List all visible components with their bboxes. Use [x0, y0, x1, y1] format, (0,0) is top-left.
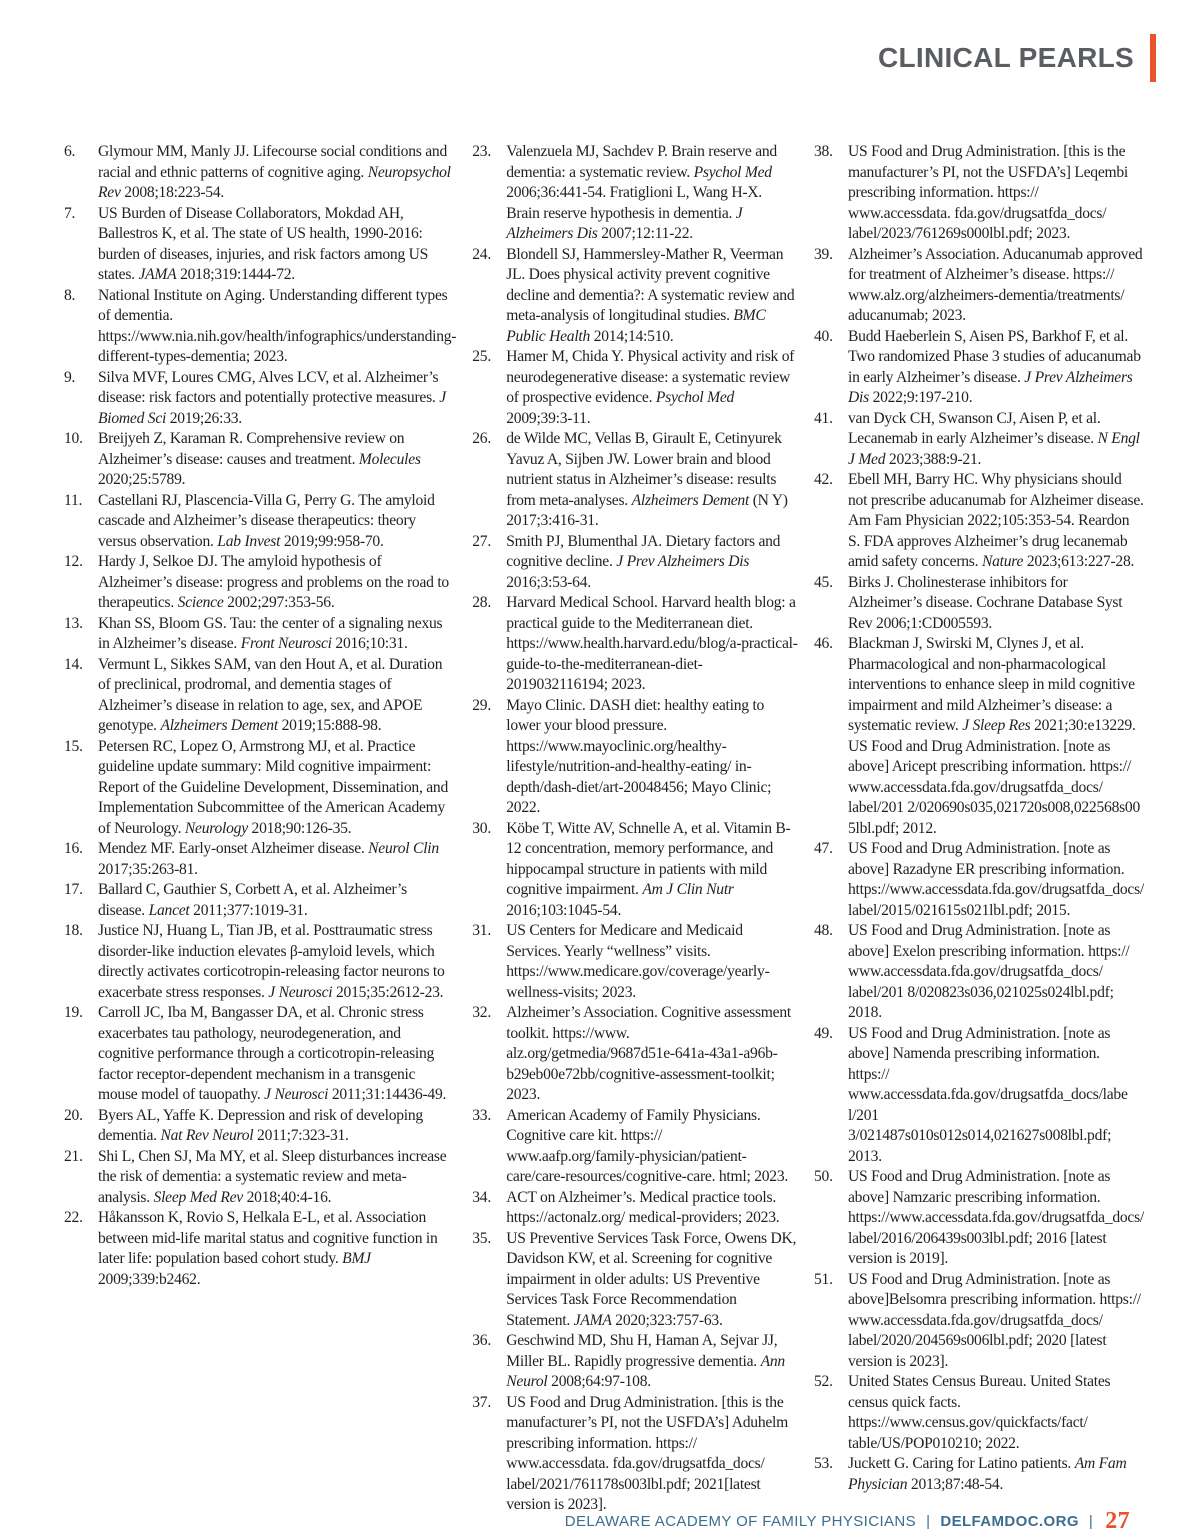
reference-text [98, 1147, 456, 1209]
reference-item [472, 532, 798, 594]
reference-item [814, 1454, 1144, 1495]
reference-segment: Petersen RC, Lopez O, Armstrong MJ, et al. Practice guideline update summary: Mild cognitive impairment: Report of the Guideline Development, Dissemination, and Implementation Subcommittee of the American Academy of Neurology. [98, 737, 449, 837]
reference-segment: 2009;39:3-11. [506, 409, 591, 427]
reference-item [814, 1372, 1144, 1454]
footer-divider-2: | [1088, 1513, 1094, 1530]
reference-item [472, 1331, 798, 1393]
reference-text [98, 552, 456, 614]
reference-text [848, 327, 1144, 409]
reference-text [506, 245, 798, 348]
reference-item [472, 819, 798, 922]
reference-item [64, 1106, 456, 1147]
reference-item [814, 634, 1144, 839]
reference-segment: 2016;10:31. [331, 635, 408, 652]
reference-item [472, 1188, 798, 1229]
reference-segment: Hardy J, Selkoe DJ. The amyloid hypothesis of Alzheimer’s disease: progress and problems on the road to therapeutics. [98, 553, 449, 611]
reference-segment: 2020;323:757-63. [611, 1311, 723, 1329]
reference-item [64, 839, 456, 880]
reference-item [814, 921, 1144, 1024]
reference-text [506, 429, 798, 532]
journal-name: Psychol Med [655, 389, 735, 406]
reference-number: 23. [472, 143, 491, 160]
reference-item [64, 429, 456, 491]
reference-segment: US Centers for Medicare and Medicaid Services. Yearly “wellness” visits. https://www.medicare.gov/coverage/yearly-wellness-visits; 2023. [506, 922, 770, 1001]
reference-segment: 2019;15:888-98. [277, 717, 382, 734]
reference-number: 11. [64, 491, 83, 509]
reference-segment: van Dyck CH, Swanson CJ, Aisen P, et al. Lecanemab in early Alzheimer’s disease. [848, 409, 1101, 447]
reference-number: 16. [64, 840, 83, 857]
journal-name: Sleep Med Rev [153, 1188, 243, 1206]
reference-item [814, 142, 1144, 245]
reference-segment: US Food and Drug Administration. [note as above]Belsomra prescribing information. https:// www.accessdata.fda.gov/drugsatfda_docs/ label/2020/204569s006lbl.pdf; 2020 [latest version is 2023]. [848, 1270, 1141, 1370]
reference-segment: de Wilde MC, Vellas B, Girault E, Cetinyurek Yavuz A, Sijben JW. Lower brain and blood nutrient status in Alzheimer’s disease: results from meta-analyses. [506, 430, 782, 509]
journal-name: Alzheimers Dement [160, 717, 278, 734]
reference-item [472, 1003, 798, 1106]
reference-column-2 [472, 142, 798, 1516]
reference-text [98, 614, 456, 655]
reference-segment: Alzheimer’s Association. Cognitive assessment toolkit. https://www. alz.org/getmedia/9687d51e-641a-43a1-a96b-b29eb00e72bb/cognitive-assessment-toolkit; 2023. [506, 1004, 791, 1103]
reference-segment: Blackman J, Swirski M, Clynes J, et al. Pharmacological and non-pharmacological interventions to enhance sleep in mild cognitive impairment and mild Alzheimer’s disease: a systematic review. [848, 635, 1135, 734]
reference-segment: 2008;18:223-54. [120, 184, 225, 201]
reference-text [848, 409, 1144, 471]
reference-segment: Byers AL, Yaffe K. Depression and risk of developing dementia. [98, 1106, 423, 1144]
reference-segment: Hamer M, Chida Y. Physical activity and risk of neurodegenerative disease: a systematic review of prospective evidence. [506, 348, 795, 406]
reference-segment: Mayo Clinic. DASH diet: healthy eating to lower your blood pressure. https://www.mayoclinic.org/healthy-lifestyle/nutrition-and-healthy-eating/ in-depth/dash-diet/art-20048456; Mayo Clinic; 2022. [506, 696, 772, 816]
reference-number: 50. [814, 1168, 833, 1185]
journal-name: Lab Invest [217, 532, 281, 550]
reference-segment: Ebell MH, Barry HC. Why physicians should not prescribe aducanumab for Alzheimer disease. Am Fam Physician 2022;105:353-54. Reardon S. FDA approves Alzheimer’s drug lecanemab amid safety concerns. [848, 471, 1144, 570]
reference-segment: US Food and Drug Administration. [this is the manufacturer’s PI, not the USFDA’s] Leqembi prescribing information. https:// www.accessdata. fda.gov/drugsatfda_docs/ label/2023/761269s000lbl.pdf; 2023. [848, 143, 1128, 242]
reference-text [848, 1167, 1144, 1270]
reference-segment: Juckett G. Caring for Latino patients. [848, 1455, 1075, 1472]
reference-text [506, 1188, 798, 1229]
reference-number: 17. [64, 881, 83, 898]
reference-text [848, 1024, 1144, 1168]
reference-item [472, 593, 798, 696]
reference-segment: Ballard C, Gauthier S, Corbett A, et al. Alzheimer’s disease. [98, 881, 407, 919]
reference-item [472, 1229, 798, 1332]
journal-name: BMC Public Health [506, 307, 766, 345]
reference-segment: US Burden of Disease Collaborators, Mokdad AH, Ballestros K, et al. The state of US health, 1990-2016: burden of diseases, injuries, and risk factors among US states. [98, 204, 429, 283]
reference-segment: 2020;25:5789. [98, 471, 186, 488]
reference-item [64, 1003, 456, 1106]
journal-name: Lancet [148, 901, 190, 919]
reference-text [98, 142, 456, 204]
reference-list [64, 142, 1144, 1516]
reference-number: 33. [472, 1106, 491, 1124]
reference-segment: 2018;40:4-16. [242, 1188, 332, 1206]
journal-name: JAMA [138, 266, 177, 283]
reference-segment: 2023;613:227-28. [1023, 553, 1135, 570]
reference-segment: 2023;388:9-21. [885, 450, 982, 468]
reference-item [814, 327, 1144, 409]
reference-text [506, 921, 798, 1003]
journal-name: Alzheimers Dement [631, 491, 750, 509]
journal-name: J Alzheimers Dis [506, 204, 743, 242]
reference-segment: 2008;64:97-108. [547, 1373, 651, 1390]
reference-item [64, 921, 456, 1003]
reference-number: 30. [472, 819, 491, 837]
reference-text [506, 696, 798, 819]
journal-name: Am J Clin Nutr [642, 881, 734, 898]
reference-number: 12. [64, 553, 83, 570]
reference-text [848, 142, 1144, 245]
reference-text [848, 839, 1144, 921]
journal-name: BMJ [342, 1250, 371, 1267]
reference-text [506, 347, 798, 429]
reference-text [506, 142, 798, 245]
reference-number: 6. [64, 143, 76, 160]
reference-number: 40. [814, 327, 833, 345]
journal-name: J Neurosci [264, 1086, 329, 1103]
reference-segment: 2013;87:48-54. [907, 1475, 1004, 1493]
journal-name: Ann Neurol [506, 1352, 785, 1390]
journal-name: Nature [981, 553, 1024, 570]
journal-name: Front Neurosci [240, 635, 332, 652]
reference-number: 25. [472, 348, 491, 365]
reference-number: 46. [814, 635, 833, 652]
reference-number: 41. [814, 409, 833, 427]
journal-name: J Sleep Res [962, 717, 1031, 734]
reference-item [64, 552, 456, 614]
journal-name: J Biomed Sci [98, 389, 446, 427]
reference-item [64, 368, 456, 430]
reference-number: 34. [472, 1188, 491, 1206]
reference-segment: Smith PJ, Blumenthal JA. Dietary factors and cognitive decline. [506, 532, 781, 570]
journal-name: Nat Rev Neurol [160, 1127, 254, 1144]
reference-number: 27. [472, 532, 491, 550]
reference-number: 37. [472, 1393, 491, 1411]
reference-item [64, 880, 456, 921]
reference-segment: Glymour MM, Manly JJ. Lifecourse social conditions and racial and ethnic patterns of cognitive aging. [98, 143, 448, 181]
reference-text [506, 819, 798, 922]
reference-number: 53. [814, 1455, 833, 1472]
reference-segment: 2007;12:11-22. [597, 225, 693, 242]
reference-item [64, 1208, 456, 1290]
journal-name: N Engl J Med [848, 430, 1140, 468]
reference-number: 9. [64, 368, 76, 386]
reference-number: 24. [472, 245, 491, 263]
page-footer [565, 1508, 1130, 1535]
reference-text [848, 1372, 1144, 1454]
reference-segment: Alzheimer’s Association. Aducanumab approved for treatment of Alzheimer’s disease. https:// www.alz.org/alzheimers-dementia/treatments/ aducanumab; 2023. [848, 245, 1143, 324]
reference-segment: Geschwind MD, Shu H, Haman A, Sejvar JJ, Miller BL. Rapidly progressive dementia. [506, 1332, 778, 1370]
reference-segment: Justice NJ, Huang L, Tian JB, et al. Posttraumatic stress disorder-like induction elevates β-amyloid levels, which directly activates corticotropin-releasing factor neurons to exacerbate stress responses. [98, 922, 445, 1001]
reference-number: 29. [472, 696, 491, 714]
journal-name: J Prev Alzheimers Dis [616, 553, 750, 570]
reference-segment: 2021;30:e13229. US Food and Drug Administration. [note as above] Aricept prescribing information. https:// www.accessdata.fda.gov/drugsatfda_docs/ label/201 2/020690s035,021720s008,022568s00 5lbl.pdf; 2012. [848, 717, 1141, 837]
reference-item [472, 429, 798, 532]
reference-text [848, 921, 1144, 1024]
reference-text [506, 532, 798, 594]
reference-segment: 2009;339:b2462. [98, 1270, 201, 1288]
reference-number: 7. [64, 204, 76, 222]
reference-text [848, 470, 1144, 573]
reference-segment: US Preventive Services Task Force, Owens DK, Davidson KW, et al. Screening for cognitive impairment in older adults: US Preventive Services Task Force Recommendation Statement. [506, 1229, 797, 1329]
reference-number: 28. [472, 594, 491, 611]
journal-name: Am Fam Physician [848, 1455, 1127, 1493]
reference-segment: Blondell SJ, Hammersley-Mather R, Veerman JL. Does physical activity prevent cognitive decline and dementia?: A systematic review and meta-analysis of longitudinal studies. [506, 245, 795, 324]
reference-segment: National Institute on Aging. Understanding different types of dementia. https://www.nia.nih.gov/health/infographics/understanding-different-types-dementia; 2023. [98, 286, 457, 365]
reference-segment: US Food and Drug Administration. [note as above] Razadyne ER prescribing information. https://www.accessdata.fda.gov/drugsatfda_docs/ label/2015/021615s021lbl.pdf; 2015. [848, 840, 1144, 919]
reference-segment: 2011;31:14436-49. [328, 1086, 447, 1103]
reference-segment: US Food and Drug Administration. [note as above] Exelon prescribing information. https:// www.accessdata.fda.gov/drugsatfda_docs/ label/201 8/020823s036,021025s024lbl.pdf; 2018. [848, 922, 1130, 1021]
reference-item [472, 347, 798, 429]
reference-segment: 2016;3:53-64. [506, 573, 591, 591]
reference-segment: Budd Haeberlein S, Aisen PS, Barkhof F, et al. Two randomized Phase 3 studies of aducanumab in early Alzheimer’s disease. [848, 327, 1141, 386]
reference-item [814, 1024, 1144, 1168]
reference-column-1 [64, 142, 456, 1516]
reference-item [64, 286, 456, 368]
reference-text [848, 634, 1144, 839]
reference-item [472, 245, 798, 348]
reference-item [64, 204, 456, 286]
reference-number: 47. [814, 840, 833, 857]
reference-text [848, 573, 1144, 635]
reference-number: 14. [64, 655, 83, 673]
reference-text [506, 1331, 798, 1393]
page-number: 27 [1105, 1508, 1130, 1534]
reference-number: 49. [814, 1024, 833, 1042]
reference-text [98, 368, 456, 430]
footer-website-link[interactable]: DELFAMDOC.ORG [940, 1513, 1079, 1530]
section-title: CLINICAL PEARLS [878, 34, 1156, 82]
reference-segment: Köbe T, Witte AV, Schnelle A, et al. Vitamin B-12 concentration, memory performance, and hippocampal structure in patients with mild cognitive impairment. [506, 819, 791, 898]
reference-item [814, 245, 1144, 327]
journal-name: Psychol Med [693, 163, 772, 181]
footer-org-name: DELAWARE ACADEMY OF FAMILY PHYSICIANS [564, 1513, 917, 1530]
reference-text [98, 491, 456, 553]
reference-item [814, 470, 1144, 573]
reference-text [98, 429, 456, 491]
reference-segment: 2015;35:2612-23. [332, 983, 444, 1001]
reference-text [506, 1106, 798, 1188]
reference-item [64, 655, 456, 737]
reference-segment: Silva MVF, Loures CMG, Alves LCV, et al. Alzheimer’s disease: risk factors and potentially protective measures. [98, 368, 440, 406]
reference-segment: 2017;35:263-81. [98, 860, 198, 878]
reference-number: 20. [64, 1106, 83, 1124]
reference-number: 15. [64, 737, 83, 755]
reference-text [506, 1003, 798, 1106]
journal-name: Molecules [358, 450, 421, 468]
reference-item [814, 1167, 1144, 1270]
reference-segment: 2011;7:323-31. [253, 1127, 349, 1144]
reference-segment: 2018;319:1444-72. [176, 266, 295, 283]
reference-item [64, 142, 456, 204]
reference-text [506, 1229, 798, 1332]
reference-number: 19. [64, 1004, 83, 1021]
reference-item [814, 573, 1144, 635]
reference-number: 31. [472, 922, 491, 939]
reference-column-3 [814, 142, 1144, 1516]
reference-segment: 2006;36:441-54. Fratiglioni L, Wang H-X. Brain reserve hypothesis in dementia. [506, 184, 762, 222]
reference-text [98, 880, 456, 921]
reference-text [506, 593, 798, 696]
reference-number: 26. [472, 430, 491, 447]
journal-name: Neurology [184, 819, 248, 837]
reference-text [98, 286, 456, 368]
reference-number: 52. [814, 1373, 833, 1390]
reference-segment: United States Census Bureau. United States census quick facts. https://www.census.gov/quickfacts/fact/ table/US/POP010210; 2022. [848, 1373, 1111, 1452]
reference-item [472, 142, 798, 245]
reference-number: 39. [814, 245, 833, 263]
reference-text [98, 655, 456, 737]
reference-item [64, 614, 456, 655]
reference-text [848, 1270, 1144, 1373]
reference-number: 10. [64, 430, 83, 447]
reference-text [98, 1003, 456, 1106]
reference-segment: Shi L, Chen SJ, Ma MY, et al. Sleep disturbances increase the risk of dementia: a systematic review and meta-analysis. [98, 1147, 447, 1206]
reference-number: 32. [472, 1004, 491, 1021]
reference-number: 22. [64, 1209, 83, 1226]
reference-number: 21. [64, 1147, 83, 1165]
reference-segment: 2019;26:33. [166, 409, 242, 427]
reference-segment: US Food and Drug Administration. [note as above] Namenda prescribing information. https:// www.accessdata.fda.gov/drugsatfda_docs/labe l/201 3/021487s010s012s014,021627s008lbl.pdf; 2013. [848, 1024, 1128, 1165]
reference-text [98, 1106, 456, 1147]
reference-segment: US Food and Drug Administration. [this is the manufacturer’s PI, not the USFDA’s] Aduhelm prescribing information. https:// www.accessdata. fda.gov/drugsatfda_docs/ label/2021/761178s003lbl.pdf; 2021[latest version is 2023]. [506, 1393, 788, 1513]
journal-name: JAMA [573, 1311, 612, 1329]
journal-name: Science [177, 594, 224, 611]
reference-item [814, 839, 1144, 921]
reference-segment: Harvard Medical School. Harvard health blog: a practical guide to the Mediterranean diet. https://www.health.harvard.edu/blog/a-practical-guide-to-the-mediterranean-diet-2019032116194; 2023. [506, 594, 798, 693]
reference-segment: Breijyeh Z, Karaman R. Comprehensive review on Alzheimer’s disease: causes and treatment. [98, 430, 405, 468]
reference-segment: Khan SS, Bloom GS. Tau: the center of a signaling nexus in Alzheimer’s disease. [98, 614, 443, 652]
reference-text [98, 839, 456, 880]
reference-segment: Vermunt L, Sikkes SAM, van den Hout A, et al. Duration of preclinical, prodromal, and dementia stages of Alzheimer’s disease in relation to age, sex, and APOE genotype. [98, 655, 443, 734]
reference-segment: Castellani RJ, Plascencia-Villa G, Perry G. The amyloid cascade and Alzheimer’s disease therapeutics: theory versus observation. [98, 491, 435, 550]
reference-segment: 2011;377:1019-31. [189, 901, 308, 919]
reference-number: 36. [472, 1332, 491, 1349]
reference-item [64, 491, 456, 553]
reference-segment: (N Y) 2017;3:416-31. [506, 491, 788, 529]
reference-segment: Carroll JC, Iba M, Bangasser DA, et al. Chronic stress exacerbates tau pathology, neurodegeneration, and cognitive performance through a corticotropin-releasing factor receptor-dependent mechanism in a transgenic mouse model of tauopathy. [98, 1004, 435, 1103]
reference-number: 38. [814, 143, 833, 160]
reference-number: 35. [472, 1229, 491, 1247]
reference-segment: 2018;90:126-35. [247, 819, 352, 837]
journal-name: J Prev Alzheimers Dis [848, 368, 1133, 406]
reference-segment: Valenzuela MJ, Sachdev P. Brain reserve and dementia: a systematic review. [506, 143, 777, 181]
reference-number: 51. [814, 1270, 833, 1288]
reference-text [848, 245, 1144, 327]
reference-segment: Mendez MF. Early-onset Alzheimer disease. [98, 840, 369, 857]
reference-segment: 2014;14:510. [590, 327, 674, 345]
reference-text [848, 1454, 1144, 1495]
reference-item [472, 1106, 798, 1188]
reference-segment: Håkansson K, Rovio S, Helkala E-L, et al. Association between mid-life marital status and cognitive function in later life: population based cohort study. [98, 1209, 438, 1267]
reference-number: 8. [64, 286, 76, 304]
reference-segment: 2016;103:1045-54. [506, 901, 622, 919]
reference-item [814, 1270, 1144, 1373]
reference-segment: 2022;9:197-210. [868, 389, 973, 406]
reference-number: 42. [814, 471, 833, 488]
reference-text [98, 204, 456, 286]
footer-divider: | [926, 1513, 931, 1530]
reference-text [506, 1393, 798, 1516]
reference-text [98, 1208, 456, 1290]
reference-segment: 2002;297:353-56. [223, 594, 335, 611]
reference-item [64, 1147, 456, 1209]
reference-number: 45. [814, 573, 833, 591]
reference-item [472, 921, 798, 1003]
reference-segment: 2019;99:958-70. [280, 532, 384, 550]
reference-item [64, 737, 456, 840]
reference-item [814, 409, 1144, 471]
reference-number: 13. [64, 614, 83, 632]
reference-number: 18. [64, 922, 83, 939]
journal-name: Neuropsychol Rev [98, 163, 451, 201]
reference-segment: ACT on Alzheimer’s. Medical practice tools. https://actonalz.org/ medical-providers; 2023. [506, 1188, 780, 1226]
reference-segment: US Food and Drug Administration. [note as above] Namzaric prescribing information. https://www.accessdata.fda.gov/drugsatfda_docs/ label/2016/206439s003lbl.pdf; 2016 [latest version is 2019]. [848, 1168, 1144, 1267]
reference-text [98, 737, 456, 840]
reference-number: 48. [814, 922, 833, 939]
reference-item [472, 1393, 798, 1516]
journal-name: J Neurosci [268, 983, 333, 1001]
reference-segment: American Academy of Family Physicians. Cognitive care kit. https:// www.aafp.org/family-physician/patient-care/care-resources/cognitive-care. html; 2023. [506, 1106, 789, 1185]
journal-name: Neurol Clin [368, 840, 439, 857]
reference-text [98, 921, 456, 1003]
reference-item [472, 696, 798, 819]
reference-segment: Birks J. Cholinesterase inhibitors for Alzheimer’s disease. Cochrane Database Syst Rev 2006;1:CD005593. [848, 573, 1123, 632]
